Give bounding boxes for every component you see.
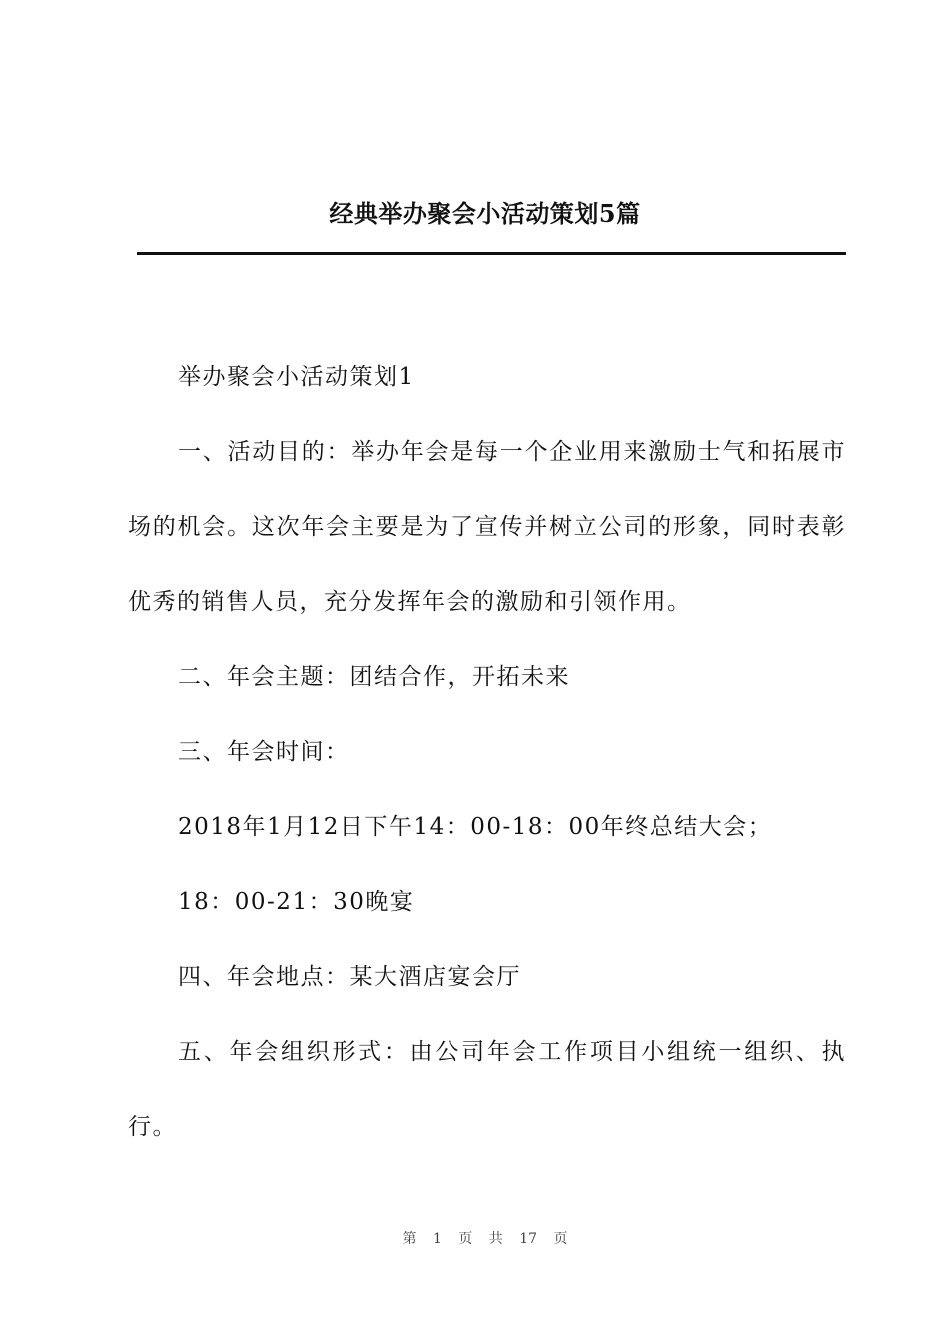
paragraph-time-banquet: 18：00-21：30晚宴 xyxy=(178,889,415,915)
paragraph-theme: 二、年会主题：团结合作，开拓未来 xyxy=(178,664,570,690)
paragraph-purpose: 一、活动目的：举办年会是每一个企业用来激励士气和拓展市场的机会。这次年会主要是为了宣传并树立公司的形象，同时表彰优秀的销售人员，充分发挥年会的激励和引领作用。 xyxy=(128,439,846,615)
page-number-footer: 第 1 页 共 17 页 xyxy=(402,1231,568,1247)
paragraph-time-heading: 三、年会时间： xyxy=(178,739,350,765)
document-body xyxy=(128,340,846,1165)
document-title: 经典举办聚会小活动策划5篇 xyxy=(329,199,641,228)
paragraph-location: 四、年会地点：某大酒店宴会厅 xyxy=(178,964,521,990)
paragraph-time-meeting: 2018年1月12日下午14：00-18：00年终总结大会； xyxy=(178,814,773,840)
title-divider xyxy=(137,252,846,255)
section-heading: 举办聚会小活动策划1 xyxy=(178,364,415,390)
paragraph-organization: 五、年会组织形式：由公司年会工作项目小组统一组织、执行。 xyxy=(128,1039,846,1140)
